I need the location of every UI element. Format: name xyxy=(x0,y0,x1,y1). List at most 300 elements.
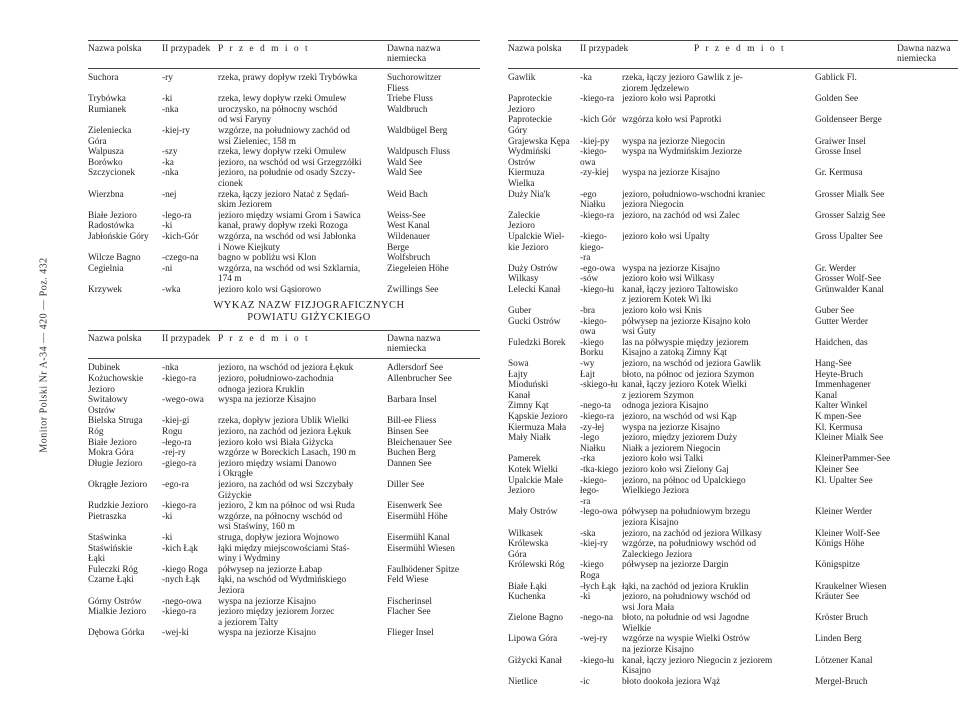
genitive: -kiego-ra xyxy=(162,374,197,385)
polish-name: Walpusza xyxy=(88,147,124,158)
subject: błoto dookoła jeziora Wąż xyxy=(622,676,721,687)
german-name: Eisenwerk See xyxy=(387,501,442,512)
table-row xyxy=(508,412,958,423)
german-name: Weid Bach xyxy=(387,189,428,200)
german-name: KleinerPammer-See xyxy=(815,454,891,465)
german-name: Wald See xyxy=(387,168,423,179)
genitive: -lego Niałku xyxy=(580,433,606,454)
genitive: -wy xyxy=(580,359,595,370)
subject: jezioro koło wsi Talki xyxy=(622,454,704,465)
subject: jezioro między wsiami Grom i Sawica xyxy=(218,210,361,221)
table-row xyxy=(508,634,958,655)
genitive: -kiego-ra xyxy=(162,607,197,618)
german-name: Grosser Salzig See xyxy=(815,210,886,221)
genitive: -ka xyxy=(162,157,174,168)
subject: jezioro, na południowy wschód od wsi Jora Mała xyxy=(622,592,751,613)
polish-name: Białe Jezioro xyxy=(88,437,137,448)
genitive: -nego-owa xyxy=(162,596,202,607)
german-name: Gr. Werder xyxy=(815,263,856,274)
genitive: -kiej-py xyxy=(580,136,610,147)
polish-name: Świtałowy Ostrów xyxy=(88,395,128,416)
subject: wyspa na jeziorze Niegocin xyxy=(622,136,725,147)
table-row xyxy=(508,476,958,508)
subject: jezioro, na północ od Upalckiego Wielkiego Jeziora xyxy=(622,475,746,497)
polish-name: Nietlice xyxy=(508,676,538,687)
subject: jezioro kolo wsi Gąsiorowo xyxy=(218,284,322,295)
genitive: -ego-owa xyxy=(580,263,616,274)
subject: kanał, łączy jezioro Kotek Wielki z jeziorem Szymon xyxy=(622,380,747,401)
polish-name: Jabłońskie Góry xyxy=(88,231,149,242)
genitive: -kiego-ra xyxy=(580,412,615,422)
genitive: -nka xyxy=(162,168,179,179)
table-row xyxy=(508,656,958,677)
table-row xyxy=(508,94,958,115)
polish-name: Staświńskie Łąki xyxy=(88,543,133,565)
table-row xyxy=(508,338,958,359)
subject: wyspa na jeziorze Kisajno xyxy=(218,395,316,406)
polish-name: Wilkasy xyxy=(508,274,539,285)
subject: łąki, na wschód od Wydmińskiego Jeziora xyxy=(218,575,347,596)
table-row xyxy=(88,285,480,296)
genitive: -kiego-łu xyxy=(580,284,615,295)
table-row xyxy=(88,501,480,512)
german-name: Waldbügel Berg xyxy=(387,125,448,136)
polish-name: Rudzkie Jezioro xyxy=(88,501,149,512)
polish-name: Pietraszka xyxy=(88,511,127,522)
polish-name: Wilcze Bagno xyxy=(88,253,141,264)
table-row xyxy=(88,126,480,147)
polish-name: Długie Jezioro xyxy=(88,458,143,469)
genitive: -ry xyxy=(162,73,173,83)
genitive: -ic xyxy=(580,676,590,687)
polish-name: Okrągłe Jezioro xyxy=(88,480,148,490)
genitive: -ego Niałku xyxy=(580,189,606,211)
genitive: -giego-ra xyxy=(162,458,197,469)
subject: rzeka, prawy dopływ rzeki Trybówka xyxy=(218,73,358,83)
genitive: -wej-ki xyxy=(162,628,189,639)
genitive: -nych Łąk xyxy=(162,575,200,586)
table-body xyxy=(88,69,480,295)
table-row xyxy=(508,168,958,189)
subject: jezioro, na południe od osady Szczy- cionek xyxy=(218,168,356,189)
subject: wyspa na jeziorze Kisajno xyxy=(622,422,720,433)
subject: uroczysko, na północny wschód od wsi Faryny xyxy=(218,104,338,126)
genitive: Łajt xyxy=(580,369,595,380)
subject: wyspa na Wydmińskim Jeziorze xyxy=(622,147,742,158)
subject: jezioro, na zachód od wsi Zalec xyxy=(622,210,740,221)
german-name: Eisermühl Wiesen xyxy=(387,543,455,554)
polish-name: Szczycionek xyxy=(88,168,135,179)
table-row xyxy=(508,115,958,136)
subject: jezioro, na zachód od wsi Szczybały Giżyckie xyxy=(218,480,354,501)
subject: rzeka, dopływ jeziora Ublik Wielki xyxy=(218,416,349,427)
table-row xyxy=(88,147,480,158)
table-row xyxy=(508,433,958,454)
header-genitive: II przypadek xyxy=(580,44,629,54)
polish-name: Zielone Bagno xyxy=(508,613,563,624)
german-name: Kl. Upalter See xyxy=(815,475,873,486)
german-name: Waldpusch Fluss xyxy=(387,147,451,158)
subject: jezioro, na zachód od jeziora Łękuk xyxy=(218,427,352,438)
subject: wyspa na jeziorze Kisajno xyxy=(622,263,720,274)
genitive: -tka-kiego xyxy=(580,464,619,475)
german-name: Buchen Berg xyxy=(387,448,436,459)
subject: bagno w pobliżu wsi Klon xyxy=(218,253,317,264)
subject: wzgórze w Boreckich Lasach, 190 m xyxy=(218,448,356,459)
genitive: -kiego Roga xyxy=(162,564,208,575)
table-header xyxy=(88,330,480,359)
polish-name: Dębowa Górka xyxy=(88,628,145,639)
subject: wzgórza, na wschód od wsi Szklarnia, 174 m xyxy=(218,263,361,285)
genitive: -skiego-łu xyxy=(580,380,618,391)
polish-name: Gucki Ostrów xyxy=(508,316,561,327)
page-margin-label: Monitor Polski Nr A-34 — 420 — Poz. 432 xyxy=(38,257,50,453)
table-row xyxy=(508,507,958,528)
table-row xyxy=(508,274,958,285)
genitive: -bra xyxy=(580,306,595,317)
table-row xyxy=(88,374,480,395)
header-polish-name: Nazwa polska xyxy=(508,44,562,54)
german-name: Kleiner Wolf-See xyxy=(815,528,880,539)
polish-name: Kąpskie Jezioro xyxy=(508,412,568,422)
polish-name: Fuleczki Róg xyxy=(88,564,138,575)
german-name: Kraukelner Wiesen xyxy=(815,581,887,592)
subject: jezioro, między jeziorem Duży Niałk a jeziorem Niegocin xyxy=(622,433,738,454)
subject: jezioro, na wschód od wsi Grzegrzółki xyxy=(218,157,362,168)
header-genitive: II przypadek xyxy=(162,334,211,345)
subject: jezioro, południowo-wschodni kraniec jeziora Niegocin xyxy=(622,189,766,211)
genitive: -ni xyxy=(162,263,173,274)
table-row xyxy=(88,168,480,189)
table-row xyxy=(88,211,480,222)
polish-name: Rumianek xyxy=(88,104,127,115)
table-row xyxy=(88,565,480,576)
genitive: -nej xyxy=(162,189,177,200)
german-name: Diller See xyxy=(387,480,425,490)
polish-name: Kiermuza Mała xyxy=(508,422,567,433)
german-name: Feld Wiese xyxy=(387,575,429,586)
subject: jezioro koło wsi Biała Giżycka xyxy=(218,437,334,448)
genitive: -ska xyxy=(580,528,596,539)
table-row xyxy=(88,94,480,105)
table-row xyxy=(88,232,480,253)
genitive: -szy xyxy=(162,147,178,158)
subject: kanał, łączy jezioro Niegocin z jeziorem Kisajno xyxy=(622,655,773,677)
subject: wyspa na jeziorze Kisajno xyxy=(622,168,720,179)
polish-name: Upalckie Małe Jezioro xyxy=(508,475,563,497)
german-name: Linden Berg xyxy=(815,634,862,645)
table-row xyxy=(508,317,958,338)
table-row xyxy=(508,560,958,581)
table-header xyxy=(508,40,958,69)
polish-name: Wierzbna xyxy=(88,189,124,200)
right-column xyxy=(508,40,958,687)
polish-name: Czarne Łąki xyxy=(88,575,134,586)
german-name: Königs Höhe xyxy=(815,539,865,550)
genitive: -ego-ra xyxy=(162,480,189,490)
subject: półwysep na jeziorze Łabap xyxy=(218,564,323,575)
german-name: Binsen See xyxy=(387,427,429,438)
genitive: -kiej-gi xyxy=(162,416,190,427)
german-name: Hang-See xyxy=(815,359,852,370)
subject: wyspa na jeziorze Kisajno xyxy=(218,628,316,639)
genitive: -łych Łąk xyxy=(580,581,616,592)
polish-name: Upalckie Wiel- kie Jezioro xyxy=(508,231,565,253)
german-name: Königspitze xyxy=(815,560,860,571)
genitive: -kiego-kiego- -ra xyxy=(580,231,607,264)
subject: jezioro koło wsi Knis xyxy=(622,306,702,317)
german-name: Bill-ee Fliess xyxy=(387,416,437,427)
polish-name: Suchora xyxy=(88,73,119,83)
polish-name: Trybówka xyxy=(88,94,126,105)
table-row xyxy=(508,211,958,232)
german-name: Kröster Bruch xyxy=(815,613,868,624)
table-row xyxy=(88,73,480,94)
german-name: Wald See xyxy=(387,157,423,168)
genitive: -kiego-ra xyxy=(162,501,197,512)
genitive: -nego-na xyxy=(580,613,614,624)
table-row xyxy=(508,423,958,434)
polish-name: Mały Niałk xyxy=(508,433,551,444)
subject: jezioro, na zachód od jeziora Wilkasy xyxy=(622,528,762,539)
polish-name: Zaleckie Jezioro xyxy=(508,210,540,232)
table-row xyxy=(88,264,480,285)
table-row xyxy=(508,529,958,540)
genitive: -rej-ry xyxy=(162,448,186,459)
genitive: -lego-owa xyxy=(580,507,618,518)
table-body xyxy=(508,69,958,687)
subject: rzeka, łączy jezioro Gawlik z je- ziorem Jędzelewo xyxy=(622,73,743,94)
polish-name: Dubinek xyxy=(88,363,121,374)
german-name: Weiss-See xyxy=(387,210,426,221)
polish-name: Królewska Góra xyxy=(508,539,549,560)
table-row xyxy=(508,380,958,401)
table-row xyxy=(508,677,958,688)
german-name: Heyte-Bruch xyxy=(815,369,864,380)
german-name: Flieger Insel xyxy=(387,628,434,639)
subject: las na półwyspie między jeziorem Kisajno a zatoką Zimny Kąt xyxy=(622,337,749,359)
table-row xyxy=(88,190,480,211)
polish-name: Mialkie Jezioro xyxy=(88,607,147,618)
subject: rzeka, lewy dopływ rzeki Omulew xyxy=(218,94,347,105)
polish-name: Kotek Wielki xyxy=(508,464,558,475)
subject: wzgórza, na wschód od wsi Jabłonka i Nowe Kiejkuty xyxy=(218,231,356,253)
polish-name: Wydmiński Ostrów xyxy=(508,147,551,168)
header-polish-name: Nazwa polska xyxy=(88,334,142,345)
subject: błoto, na północ od jeziora Szymon xyxy=(622,369,755,380)
genitive: -rka xyxy=(580,454,595,465)
german-name: Adlersdorf See xyxy=(387,363,444,374)
german-name: Suchorowitzer Fliess xyxy=(387,73,442,94)
genitive: -kiego-owa xyxy=(580,147,607,168)
table-row xyxy=(88,459,480,480)
polish-name: Giżycki Kanał xyxy=(508,655,562,666)
polish-name: Zieleniecka Góra xyxy=(88,125,132,147)
table-row xyxy=(508,285,958,306)
genitive: -lego-ra xyxy=(162,210,192,221)
polish-name: Gawlik xyxy=(508,73,536,83)
header-german-name: Dawna nazwa niemiecka xyxy=(897,44,951,64)
genitive: -ki xyxy=(162,94,173,105)
polish-name: Mioduński Kanał xyxy=(508,380,549,401)
polish-name: Paproteckie Góry xyxy=(508,115,552,136)
subject: jezioro koło wsi Paprotki xyxy=(622,94,716,105)
subject: rzeka, lewy dopływ rzeki Omulew xyxy=(218,147,347,158)
polish-name: Kożuchowskie Jezioro xyxy=(88,374,144,395)
german-name: Eisermühl Kanal xyxy=(387,532,450,543)
table-row xyxy=(508,147,958,168)
polish-name: Białe Łąki xyxy=(508,581,547,592)
german-name: Guber See xyxy=(815,306,854,317)
table-row xyxy=(508,370,958,381)
subject: wzgórze, na południowy wschód od Zaleckiego Jeziora xyxy=(622,539,757,560)
polish-name: Duży Nia'k xyxy=(508,189,551,200)
genitive: -kiego Borku xyxy=(580,337,604,359)
genitive: -kiego-ra xyxy=(580,210,615,221)
table-row xyxy=(88,427,480,438)
german-name: Kleiner See xyxy=(815,464,859,475)
header-subject: P r z e d m i o t xyxy=(218,44,310,54)
polish-name: Krzywek xyxy=(88,284,123,295)
table-row xyxy=(88,158,480,169)
subject: wzgórze, na południowy zachód od wsi Zieleniec, 158 m xyxy=(218,125,350,147)
table-row xyxy=(508,264,958,275)
polish-name: Borówko xyxy=(88,157,123,168)
table-row xyxy=(508,401,958,412)
table-header xyxy=(88,40,480,69)
table-row xyxy=(508,73,958,94)
subject: wzgórza koło wsi Paprotki xyxy=(622,115,722,126)
german-name: Grosser Mialk See xyxy=(815,189,885,200)
subject: łąki, na zachód od jeziora Kruklin xyxy=(622,581,749,592)
german-name: Grosse Insel xyxy=(815,147,862,158)
polish-name: Bielska Struga xyxy=(88,416,143,427)
polish-name: Staświnka xyxy=(88,532,127,543)
polish-name: Radostówka xyxy=(88,221,134,232)
genitive: -nka xyxy=(162,363,179,374)
table-row xyxy=(88,105,480,126)
german-name: Immenhagener Kanal xyxy=(815,380,871,401)
genitive: -nego-ta xyxy=(580,401,611,412)
table-row xyxy=(88,480,480,501)
polish-name: Królewski Róg xyxy=(508,560,565,571)
german-name: Goldenseer Berge xyxy=(815,115,882,126)
subject: jezioro, na wschód od jeziora Gawlik xyxy=(622,359,761,370)
subject: struga, dopływ jeziora Wojnowo xyxy=(218,532,339,543)
table-row xyxy=(88,607,480,628)
polish-name: Lipowa Góra xyxy=(508,634,558,645)
table-row xyxy=(508,465,958,476)
subject: wyspa na jeziorze Kisajno xyxy=(218,596,316,607)
subject: błoto, na południe od wsi Jagodne Wielkie xyxy=(622,613,750,634)
subject: odnoga jeziora Kisajno xyxy=(622,401,709,412)
genitive: -kiego-owa xyxy=(580,316,607,338)
subject: półwysep na jeziorze Dargin xyxy=(622,560,729,571)
polish-name: Paproteckie Jezioro xyxy=(508,94,552,115)
german-name: Kalter Winkel xyxy=(815,401,868,412)
subject: kanał, prawy dopływ rzeki Rozoga xyxy=(218,221,348,232)
german-name: Ziegeleien Höhe xyxy=(387,263,449,274)
polish-name: Łajty xyxy=(508,369,528,380)
polish-name: Górny Ostrów xyxy=(88,596,142,607)
polish-name: Róg xyxy=(88,427,104,438)
subject: półwysep na południowym brzegu jeziora Kisajno xyxy=(622,507,751,528)
polish-name: Sowa xyxy=(508,359,529,370)
table-row xyxy=(88,628,480,639)
table-row xyxy=(508,454,958,465)
german-name: Faulhödener Spitze xyxy=(387,564,460,575)
section-title: WYKAZ NAZW FIZJOGRAFICZNYCH POWIATU GIŻYCKIEGO xyxy=(213,300,405,323)
german-name: Wolfsbruch xyxy=(387,253,431,264)
german-name: Allenbrucher See xyxy=(387,374,452,385)
polish-name: Kiermuza Wielka xyxy=(508,168,545,189)
polish-name: Zimny Kąt xyxy=(508,401,549,412)
genitive: -ki xyxy=(162,532,173,543)
genitive: -kich Gór xyxy=(580,115,616,126)
table-row xyxy=(88,533,480,544)
table-row xyxy=(508,137,958,148)
table-row xyxy=(88,221,480,232)
subject: jezioro koło wsi Upalty xyxy=(622,231,710,242)
genitive: -łego-ra xyxy=(162,437,192,448)
german-name: Eisermühl Höhe xyxy=(387,511,448,522)
german-name: Haidchen, das xyxy=(815,337,868,348)
table-row xyxy=(508,539,958,560)
header-german-name: Dawna nazwa niemiecka xyxy=(387,334,441,355)
german-name: K mpen-See xyxy=(815,412,862,422)
polish-name: Lelecki Kanał xyxy=(508,284,561,295)
german-name: Flacher See xyxy=(387,607,431,618)
table-row xyxy=(508,359,958,370)
polish-name: Fuledzki Borek xyxy=(508,337,566,348)
german-name: Kleiner Werder xyxy=(815,507,873,518)
genitive: -kiego-łego- -ra xyxy=(580,475,607,507)
table-row xyxy=(88,438,480,449)
polish-name: Cegielnia xyxy=(88,263,124,274)
polish-name: Pamerek xyxy=(508,454,541,465)
genitive: -ka xyxy=(580,73,592,83)
german-name: Grosser Wolf-See xyxy=(815,274,881,285)
table-row xyxy=(508,306,958,317)
header-genitive: II przypadek xyxy=(162,44,211,54)
table-row xyxy=(88,448,480,459)
genitive: -ki xyxy=(580,592,591,603)
polish-name: Kuchenka xyxy=(508,592,546,603)
subject: jezioro, na wschód od wsi Kąp xyxy=(622,412,737,422)
polish-name: Grajewska Kępa xyxy=(508,136,570,147)
left-column xyxy=(88,40,480,639)
genitive: -wego-owa xyxy=(162,395,204,406)
german-name: Dannen See xyxy=(387,458,432,469)
table-row xyxy=(88,575,480,596)
genitive: -kich Łąk xyxy=(162,543,198,554)
header-subject: P r z e d m i o t xyxy=(694,44,786,54)
subject: jezioro między wsiami Danowo i Okrągłe xyxy=(218,458,337,480)
german-name: Gross Upalter See xyxy=(815,231,883,242)
table-row xyxy=(508,582,958,593)
table-row xyxy=(508,190,958,211)
genitive: -wka xyxy=(162,284,181,295)
subject: rzeka, łączy jezioro Nataċ z Sędań- skim Jeziorem xyxy=(218,189,350,211)
genitive: Rogu xyxy=(162,427,183,438)
german-name: Gutter Werder xyxy=(815,316,869,327)
subject: jezioro koło wsi Wilkasy xyxy=(622,274,715,285)
genitive: -kiego-łu xyxy=(580,655,615,666)
table-body xyxy=(88,359,480,638)
table-row xyxy=(88,544,480,565)
subject: jezioro, południowo-zachodnia odnoga jeziora Kruklin xyxy=(218,374,334,395)
subject: wzgórze, na północny wschód od wsi Staświny, 160 m xyxy=(218,511,343,533)
